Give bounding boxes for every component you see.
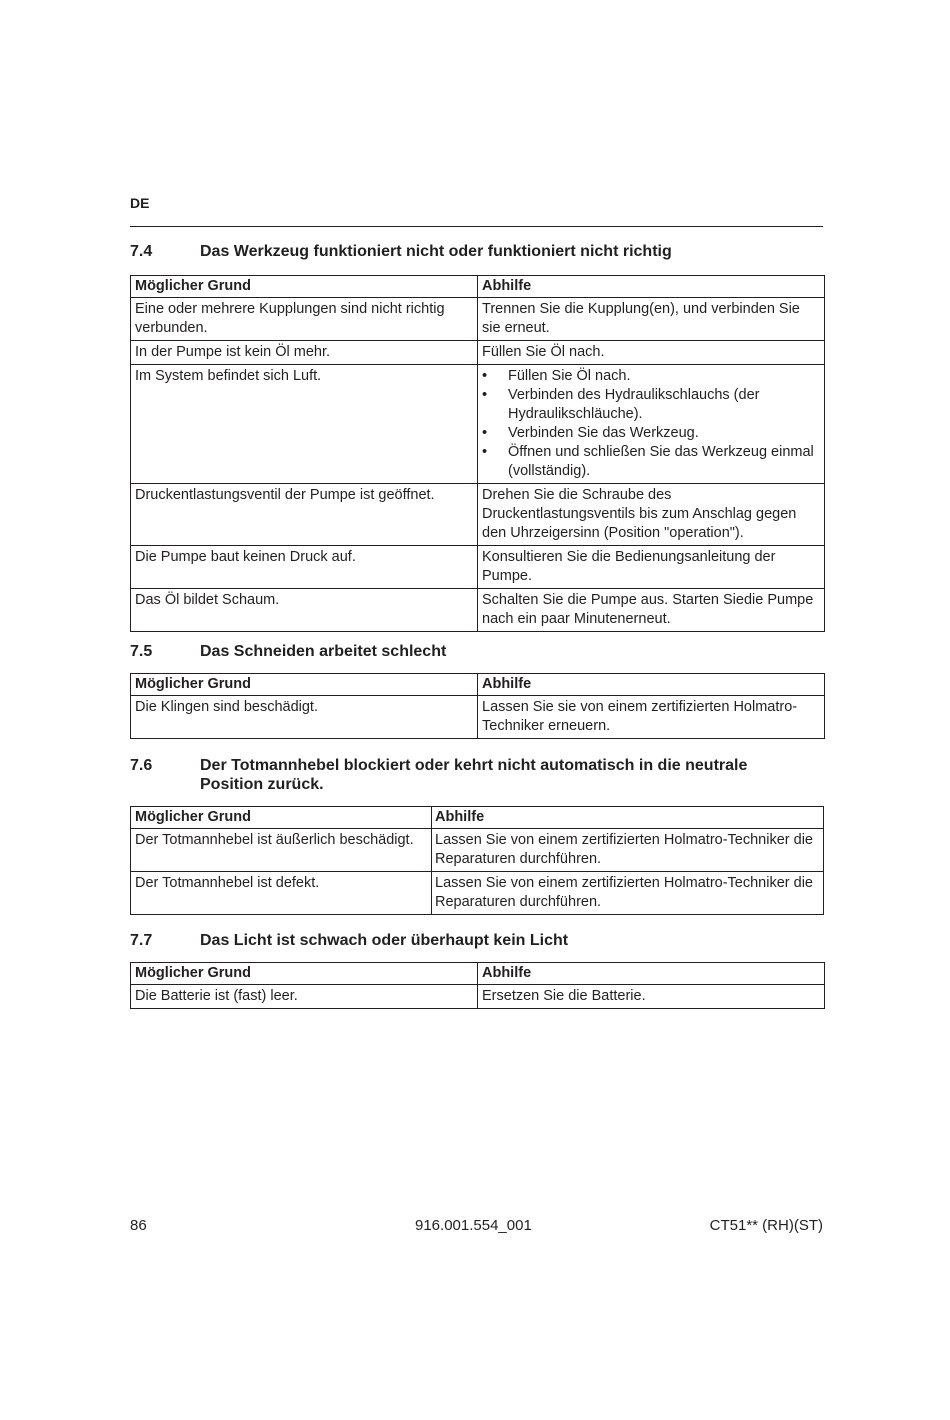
- troubleshooting-table: [130, 962, 825, 1009]
- column-header-cause: Möglicher Grund: [131, 807, 432, 829]
- section-heading: [130, 756, 824, 794]
- section-number: 7.7: [130, 932, 153, 949]
- cause-cell: Die Batterie ist (fast) leer.: [131, 985, 478, 1009]
- table-row: [131, 985, 825, 1009]
- table-header-row: [131, 276, 825, 298]
- remedy-cell: Lassen Sie sie von einem zertifizierten Holmatro-Techniker erneuern.: [478, 696, 825, 739]
- cause-cell: Im System befindet sich Luft.: [131, 365, 478, 484]
- troubleshooting-table: [130, 275, 825, 632]
- cause-cell: Der Totmannhebel ist defekt.: [131, 872, 432, 915]
- table-header-row: [131, 807, 824, 829]
- cause-cell: Das Öl bildet Schaum.: [131, 589, 478, 632]
- section-number: 7.6: [130, 757, 153, 774]
- remedy-cell: Schalten Sie die Pumpe aus. Starten Siedie Pumpe nach ein paar Minutenerneut.: [478, 589, 825, 632]
- table-row: [131, 589, 825, 632]
- remedy-cell: Drehen Sie die Schraube des Druckentlastungsventils bis zum Anschlag gegen den Uhrzeigersinn (Position "operation").: [478, 484, 825, 546]
- table-row: [131, 341, 825, 365]
- table-row: [131, 546, 825, 589]
- section-title: Das Schneiden arbeitet schlecht: [200, 643, 447, 660]
- remedy-list: [482, 367, 820, 481]
- section-title: Das Licht ist schwach oder überhaupt kein Licht: [200, 932, 569, 949]
- model-designation: CT51** (RH)(ST): [709, 1217, 823, 1234]
- table-row: [131, 365, 825, 484]
- column-header-remedy: Abhilfe: [478, 276, 825, 298]
- header-rule: [130, 226, 823, 227]
- table-header-row: [131, 674, 825, 696]
- cause-cell: Druckentlastungsventil der Pumpe ist geöffnet.: [131, 484, 478, 546]
- table-row: [131, 829, 824, 872]
- page-number: 86: [130, 1217, 147, 1234]
- section-heading: [130, 931, 824, 950]
- cause-cell: In der Pumpe ist kein Öl mehr.: [131, 341, 478, 365]
- list-item: • Verbinden des Hydraulikschlauchs (der Hydraulikschläuche).: [482, 386, 820, 424]
- section-7-5: [130, 642, 824, 739]
- column-header-remedy: Abhilfe: [478, 674, 825, 696]
- table-row: [131, 298, 825, 341]
- column-header-cause: Möglicher Grund: [131, 963, 478, 985]
- list-item: • Öffnen und schließen Sie das Werkzeug einmal (vollständig).: [482, 443, 820, 481]
- cause-cell: Die Pumpe baut keinen Druck auf.: [131, 546, 478, 589]
- remedy-cell: [478, 365, 825, 484]
- column-header-remedy: Abhilfe: [432, 807, 824, 829]
- cause-cell: Eine oder mehrere Kupplungen sind nicht richtig verbunden.: [131, 298, 478, 341]
- section-title: Das Werkzeug funktioniert nicht oder funktioniert nicht richtig: [200, 243, 672, 260]
- section-title: Der Totmannhebel blockiert oder kehrt nicht automatisch in die neutrale Position zurück.: [200, 757, 748, 793]
- section-number: 7.4: [130, 243, 153, 260]
- language-code: DE: [130, 195, 150, 211]
- cause-cell: Die Klingen sind beschädigt.: [131, 696, 478, 739]
- troubleshooting-table: [130, 806, 824, 915]
- list-item: • Füllen Sie Öl nach.: [482, 367, 820, 386]
- section-7-7: [130, 931, 824, 1009]
- section-heading: [130, 242, 824, 261]
- column-header-cause: Möglicher Grund: [131, 276, 478, 298]
- column-header-cause: Möglicher Grund: [131, 674, 478, 696]
- section-7-6: [130, 756, 824, 915]
- section-7-4: [130, 242, 824, 632]
- remedy-cell: Ersetzen Sie die Batterie.: [478, 985, 825, 1009]
- remedy-cell: Lassen Sie von einem zertifizierten Holmatro-Techniker die Reparaturen durchführen.: [432, 872, 824, 915]
- document-number: 916.001.554_001: [415, 1217, 532, 1234]
- list-item: • Verbinden Sie das Werkzeug.: [482, 424, 820, 443]
- remedy-cell: Konsultieren Sie die Bedienungsanleitung der Pumpe.: [478, 546, 825, 589]
- remedy-cell: Lassen Sie von einem zertifizierten Holmatro-Techniker die Reparaturen durchführen.: [432, 829, 824, 872]
- section-heading: [130, 642, 824, 661]
- table-row: [131, 872, 824, 915]
- remedy-cell: Trennen Sie die Kupplung(en), und verbinden Sie sie erneut.: [478, 298, 825, 341]
- table-row: [131, 696, 825, 739]
- troubleshooting-table: [130, 673, 825, 739]
- column-header-remedy: Abhilfe: [478, 963, 825, 985]
- remedy-cell: Füllen Sie Öl nach.: [478, 341, 825, 365]
- table-header-row: [131, 963, 825, 985]
- table-row: [131, 484, 825, 546]
- section-number: 7.5: [130, 643, 153, 660]
- cause-cell: Der Totmannhebel ist äußerlich beschädigt.: [131, 829, 432, 872]
